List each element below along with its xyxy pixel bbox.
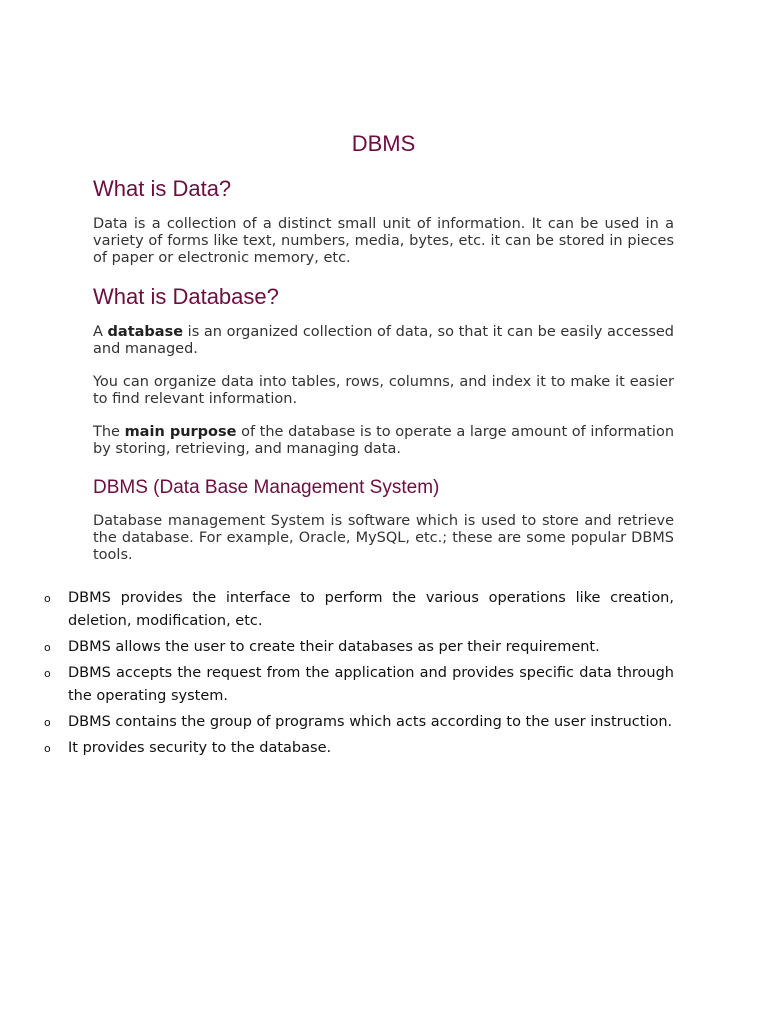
paragraph-organize-data: You can organize data into tables, rows, columns, and index it to make it easier to find relevant information.: [93, 374, 674, 407]
list-item: [22, 636, 674, 659]
list-item-text: DBMS provides the interface to perform the various operations like creation, deletion, modification, etc.: [68, 590, 674, 629]
bold-term-main-purpose: main purpose: [124, 424, 237, 440]
text-run: of the database is to operate a large amount of information by storing, retrieving, and managing data.: [93, 424, 675, 457]
paragraph-dbms-definition: Database management System is software which is used to store and retrieve the database. For example, Oracle, MySQL, etc.; these are some popular DBMS tools.: [93, 513, 674, 563]
bullet-marker-icon: o: [44, 716, 51, 729]
bullet-marker-icon: o: [44, 667, 51, 680]
list-item: [22, 737, 674, 760]
text-run: is an organized collection of data, so that it can be easily accessed and managed.: [93, 324, 674, 357]
bullet-marker-icon: o: [44, 641, 51, 654]
bullet-marker-icon: o: [44, 592, 51, 605]
document-title: DBMS: [351, 131, 416, 156]
paragraph-data-definition: Data is a collection of a distinct small unit of information. It can be used in a variety of forms like text, numbers, media, bytes, etc. it can be stored in pieces of paper or electronic memory, etc.: [93, 216, 674, 266]
list-item-text: DBMS accepts the request from the application and provides specific data through the operating system.: [68, 665, 674, 704]
list-item-text: It provides security to the database.: [68, 740, 332, 756]
text-run: A: [93, 324, 108, 340]
heading-dbms: DBMS (Data Base Management System): [93, 477, 440, 498]
list-item: [22, 587, 674, 633]
document-content: [44, 130, 675, 763]
text-run: The: [93, 424, 125, 440]
list-item: [22, 662, 674, 708]
heading-what-is-data: What is Data?: [93, 176, 232, 201]
paragraph-database-definition: [93, 324, 674, 358]
heading-what-is-database: What is Database?: [93, 284, 279, 309]
list-item: [22, 711, 674, 734]
bullet-marker-icon: o: [44, 742, 51, 755]
bold-term-database: database: [107, 324, 184, 340]
dbms-features-list: [22, 587, 674, 760]
paragraph-main-purpose: [93, 424, 674, 458]
list-item-text: DBMS contains the group of programs which acts according to the user instruction.: [68, 714, 673, 730]
list-item-text: DBMS allows the user to create their databases as per their requirement.: [68, 639, 600, 655]
